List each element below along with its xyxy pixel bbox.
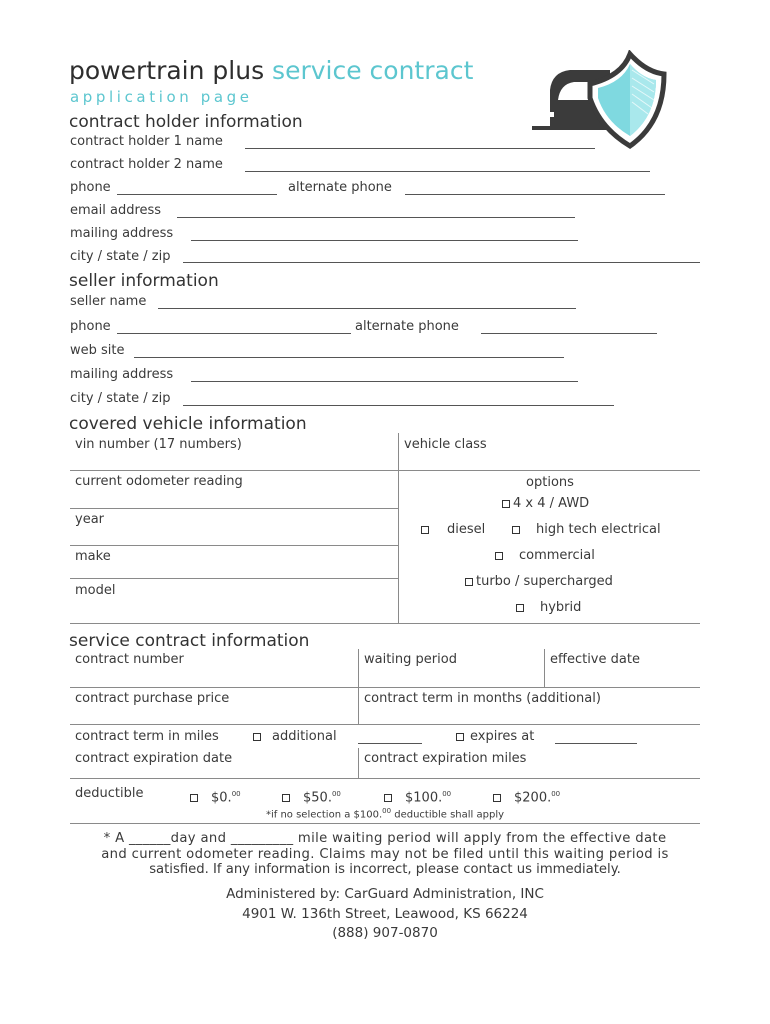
turbo-label: turbo / supercharged: [476, 574, 613, 589]
seller-city-label: city / state / zip: [70, 391, 171, 406]
service-rule-1: [70, 687, 700, 688]
option-high-tech[interactable]: [512, 522, 661, 538]
year-label[interactable]: year: [75, 512, 105, 527]
make-label[interactable]: make: [75, 549, 111, 564]
holder1-label: contract holder 1 name: [70, 134, 223, 149]
seller-alt-phone-field[interactable]: [481, 333, 657, 334]
seller-name-field[interactable]: [158, 308, 576, 309]
disclaimer-line3: satisfied. If any information is incorrect, please contact us immediately.: [149, 862, 621, 877]
note-cents: 00: [382, 807, 392, 815]
admin-line1: Administered by: CarGuard Administration, INC: [226, 886, 544, 902]
note-pre: *if no selection a $100.: [265, 809, 383, 821]
admin-line2: 4901 W. 136th Street, Leawood, KS 66224: [242, 905, 528, 922]
seller-phone-field[interactable]: [117, 333, 351, 334]
additional-label: additional: [272, 729, 337, 744]
hybrid-label: hybrid: [540, 600, 582, 615]
page-title: [69, 56, 473, 85]
expiration-date-label[interactable]: contract expiration date: [75, 751, 233, 766]
vehicle-divider: [398, 433, 399, 623]
holder-phone-label: phone: [70, 180, 111, 195]
expires-option[interactable]: [456, 729, 534, 745]
deductible-note: [70, 807, 700, 820]
holder2-field[interactable]: [245, 171, 650, 172]
seller-web-label: web site: [70, 343, 125, 358]
turbo-checkbox[interactable]: [465, 578, 473, 586]
vehicle-rule-1: [70, 470, 700, 471]
deductible-50[interactable]: [282, 786, 341, 806]
vehicle-rule-5: [70, 623, 700, 624]
disclaimer-line2: and current odometer reading. Claims may not be filed until this waiting period is: [101, 846, 669, 862]
high-tech-label: high tech electrical: [536, 522, 661, 537]
page-subtitle: application page: [70, 88, 253, 106]
vehicle-class-label: vehicle class: [404, 437, 487, 452]
seller-mailing-label: mailing address: [70, 367, 174, 382]
vehicle-heading: covered vehicle information: [69, 414, 307, 434]
deductible-50-checkbox[interactable]: [282, 794, 290, 802]
effective-date-label[interactable]: effective date: [550, 652, 640, 667]
vehicle-rule-2: [70, 508, 398, 509]
waiting-period-label[interactable]: waiting period: [364, 652, 457, 667]
odometer-label[interactable]: current odometer reading: [75, 474, 243, 489]
holder-email-field[interactable]: [177, 217, 575, 218]
service-rule-4: [70, 823, 700, 824]
additional-checkbox[interactable]: [253, 733, 261, 741]
service-rule-3: [70, 778, 700, 779]
holder2-label: contract holder 2 name: [70, 157, 223, 172]
deductible-50-label: $50.: [303, 790, 332, 806]
additional-option[interactable]: [253, 729, 337, 745]
awd-label: 4 x 4 / AWD: [513, 496, 590, 511]
holder-phone-field[interactable]: [117, 194, 277, 195]
option-commercial[interactable]: [495, 548, 595, 564]
deductible-50-cents: 00: [331, 790, 341, 798]
seller-heading: seller information: [69, 271, 219, 291]
deductible-200-checkbox[interactable]: [493, 794, 501, 802]
deductible-100-checkbox[interactable]: [384, 794, 392, 802]
expires-label: expires at: [470, 729, 535, 744]
title-part2: service contract: [272, 56, 474, 85]
seller-city-field[interactable]: [183, 405, 614, 406]
deductible-0[interactable]: [190, 786, 241, 806]
commercial-checkbox[interactable]: [495, 552, 503, 560]
seller-name-label: seller name: [70, 294, 147, 309]
options-heading: options: [526, 475, 574, 490]
option-diesel[interactable]: [421, 522, 485, 538]
seller-mailing-field[interactable]: [191, 381, 578, 382]
disclaimer: [66, 831, 704, 878]
diesel-label: diesel: [447, 522, 486, 537]
deductible-100-label: $100.: [405, 790, 443, 806]
contract-number-label[interactable]: contract number: [75, 652, 184, 667]
holder-alt-phone-field[interactable]: [405, 194, 665, 195]
seller-phone-label: phone: [70, 319, 111, 334]
holder-mailing-label: mailing address: [70, 226, 174, 241]
service-divider-3: [358, 748, 359, 778]
admin-line3: (888) 907-0870: [332, 925, 438, 941]
expires-field[interactable]: [555, 743, 637, 744]
holder-alt-phone-label: alternate phone: [288, 180, 392, 195]
admin-block: [70, 885, 700, 944]
holder-email-label: email address: [70, 203, 162, 218]
hybrid-checkbox[interactable]: [516, 604, 524, 612]
vin-label: vin number (17 numbers): [75, 437, 242, 452]
option-turbo[interactable]: [465, 574, 613, 590]
service-heading: service contract information: [69, 631, 310, 651]
service-rule-2: [70, 724, 700, 725]
high-tech-checkbox[interactable]: [512, 526, 520, 534]
car-shield-icon: [530, 50, 670, 150]
deductible-0-checkbox[interactable]: [190, 794, 198, 802]
deductible-label: deductible: [75, 786, 144, 801]
commercial-label: commercial: [519, 548, 595, 563]
expiration-miles-label[interactable]: contract expiration miles: [364, 751, 527, 766]
contract-holder-heading: contract holder information: [69, 112, 303, 132]
model-label[interactable]: model: [75, 583, 116, 598]
holder-city-label: city / state / zip: [70, 249, 171, 264]
deductible-200-cents: 00: [551, 790, 561, 798]
holder-mailing-field[interactable]: [191, 240, 578, 241]
term-months-label[interactable]: contract term in months (additional): [364, 691, 601, 706]
vehicle-rule-3: [70, 545, 398, 546]
option-hybrid[interactable]: [516, 600, 581, 616]
additional-field[interactable]: [358, 743, 422, 744]
vehicle-rule-4: [70, 578, 398, 579]
diesel-checkbox[interactable]: [421, 526, 429, 534]
awd-checkbox[interactable]: [502, 500, 510, 508]
title-part1: powertrain plus: [69, 56, 265, 85]
deductible-100-cents: 00: [442, 790, 452, 798]
deductible-0-cents: 00: [231, 790, 241, 798]
term-miles-label: contract term in miles: [75, 729, 219, 744]
disclaimer-line1: * A ______day and _________ mile waiting period will apply from the effective date: [103, 831, 667, 846]
deductible-100[interactable]: [384, 786, 451, 806]
deductible-0-label: $0.: [211, 790, 232, 806]
deductible-200[interactable]: [493, 786, 560, 806]
seller-web-field[interactable]: [134, 357, 564, 358]
purchase-price-label[interactable]: contract purchase price: [75, 691, 230, 706]
deductible-200-label: $200.: [514, 790, 552, 806]
seller-alt-phone-label: alternate phone: [355, 319, 459, 334]
holder-city-field[interactable]: [183, 262, 700, 263]
option-awd[interactable]: [502, 496, 589, 512]
note-post: deductible shall apply: [391, 809, 505, 821]
expires-checkbox[interactable]: [456, 733, 464, 741]
service-divider-2: [544, 649, 545, 687]
holder1-field[interactable]: [245, 148, 595, 149]
